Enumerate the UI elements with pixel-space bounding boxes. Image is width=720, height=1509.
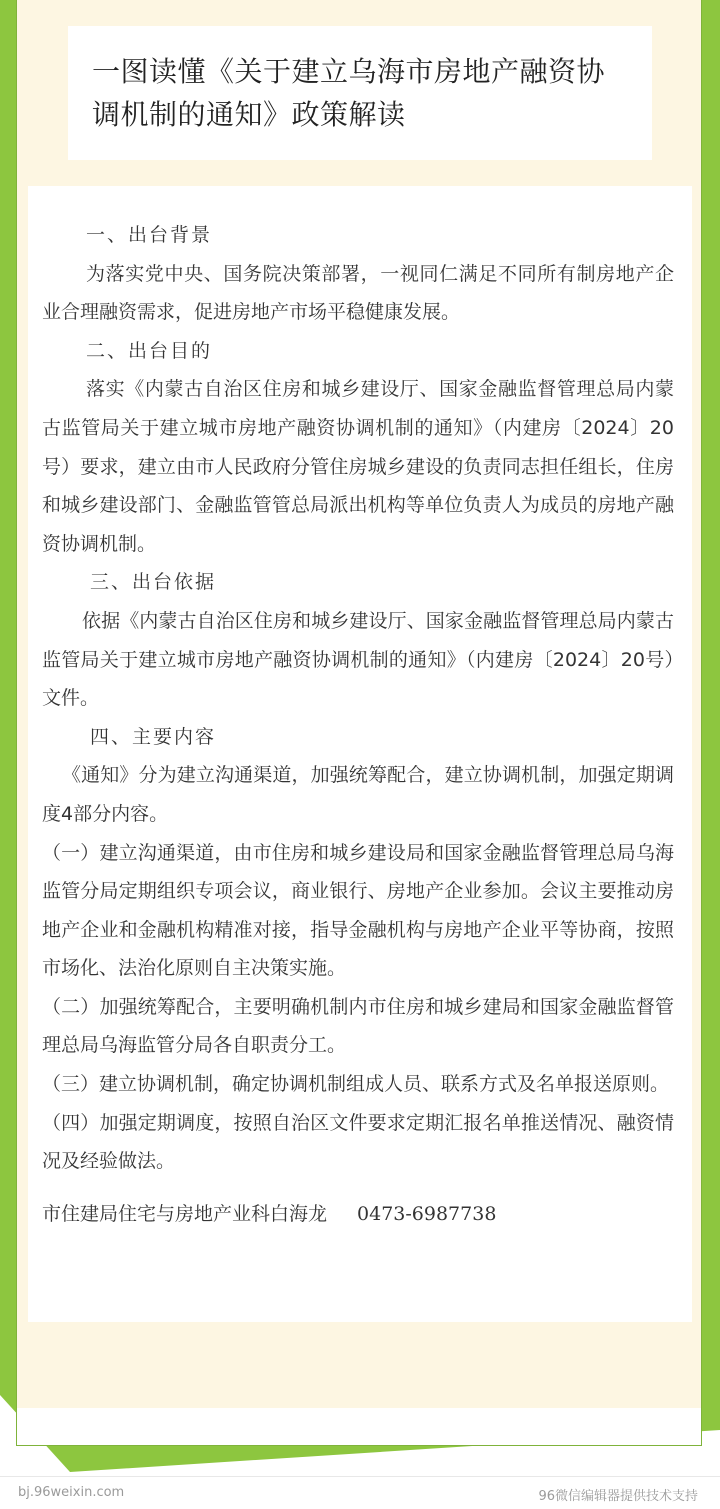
section-paragraph: 为落实党中央、国务院决策部署，一视同仁满足不同所有制房地产企业合理融资需求，促进房地产市场平稳健康发展。 bbox=[42, 262, 674, 324]
frame-bottom-strip bbox=[17, 1408, 701, 1445]
section-paragraph: （二）加强统筹配合，主要明确机制内市住房和城乡建局和国家金融监督管理总局乌海监管分局各自职责分工。 bbox=[42, 995, 674, 1057]
section-paragraph: 依据《内蒙古自治区住房和城乡建设厅、国家金融监督管理总局内蒙古监管局关于建立城市房地产融资协调机制的通知》（内建房〔2024〕20号）文件。 bbox=[42, 609, 674, 710]
footer-site-link[interactable]: bj.96weixin.com bbox=[18, 1485, 125, 1500]
section-heading-background: 一、出台背景 bbox=[86, 224, 213, 246]
section-heading-basis: 三、出台依据 bbox=[90, 571, 217, 594]
section-paragraph: 《通知》分为建立沟通渠道，加强统筹配合，建立协调机制，加强定期调度4部分内容。 bbox=[42, 764, 674, 825]
signature bbox=[42, 1195, 674, 1234]
footer-credit: 96微信编辑器提供技术支持 bbox=[538, 1489, 698, 1504]
section-paragraph: 落实《内蒙古自治区住房和城乡建设厅、国家金融监督管理总局内蒙古监管局关于建立城市房地产融资协调机制的通知》（内建房〔2024〕20号）要求，建立由市人民政府分管住房城乡建设的负责同志担任组长，住房和城乡建设部门、金融监管管总局派出机构等单位负责人为成员的房地产融资协调机制。 bbox=[42, 378, 674, 555]
editor-footer bbox=[0, 1476, 720, 1509]
section-paragraph: （三）建立协调机制，确定协调机制组成人员、联系方式及名单报送原则。 bbox=[42, 1073, 670, 1096]
section-paragraph: （一）建立沟通渠道，由市住房和城乡建设局和国家金融监督管理总局乌海监管分局定期组织专项会议，商业银行、房地产企业参加。会议主要推动房地产企业和金融机构精准对接，指导金融机构与房地产企业平等协商，按照市场化、法治化原则自主决策实施。 bbox=[42, 841, 674, 980]
section-paragraph: （四）加强定期调度，按照自治区文件要求定期汇报名单推送情况、融资情况及经验做法。 bbox=[42, 1111, 674, 1173]
article-content bbox=[28, 186, 692, 1322]
section-heading-purpose: 二、出台目的 bbox=[86, 339, 213, 362]
signature-department: 市住建局住宅与房地产业科白海龙 bbox=[42, 1202, 328, 1225]
article-body bbox=[42, 216, 674, 1233]
title-box bbox=[68, 26, 652, 160]
article-title: 一图读懂《关于建立乌海市房地产融资协调机制的通知》政策解读 bbox=[92, 55, 606, 131]
section-heading-content: 四、主要内容 bbox=[90, 725, 217, 748]
signature-phone: 0473-6987738 bbox=[357, 1202, 497, 1225]
